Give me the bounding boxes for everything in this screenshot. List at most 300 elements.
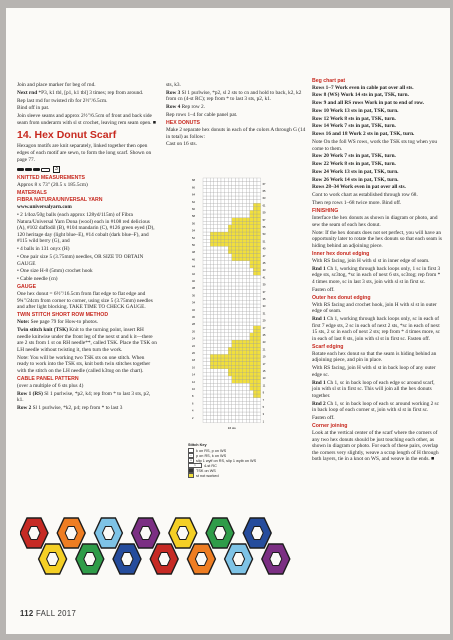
chart-cell bbox=[225, 408, 229, 412]
chart-cell bbox=[217, 272, 221, 276]
chart-cell bbox=[243, 318, 247, 322]
chart-cell bbox=[228, 196, 232, 200]
chart-cell bbox=[221, 347, 225, 351]
chart-cell bbox=[232, 311, 236, 315]
chart-cell-not-worked bbox=[228, 365, 232, 369]
chart-cell bbox=[253, 416, 257, 420]
chart-cell bbox=[207, 272, 211, 276]
chart-cell bbox=[217, 185, 221, 189]
chart-cell bbox=[221, 419, 225, 423]
chart-cell bbox=[210, 261, 214, 265]
row-number-right: 23 bbox=[262, 341, 266, 345]
chart-cell bbox=[203, 376, 207, 380]
chart-cell bbox=[246, 387, 250, 391]
chart-cell-not-worked bbox=[250, 228, 254, 232]
chart-cell bbox=[217, 333, 221, 337]
inner-rnd-text: Ch 1, working through back loops only, 1 sc in first 3 edge sts, sc3tog, *sc in each of next 6 sts, sc3tog; rep from * 4 times more, sc in last 3 sts, join with sl st in first sc. bbox=[312, 265, 441, 285]
chart-cell bbox=[225, 412, 229, 416]
chart-cell bbox=[210, 408, 214, 412]
chart-cell-not-worked bbox=[232, 380, 236, 384]
chart-cell bbox=[217, 275, 221, 279]
chart-cell-not-worked bbox=[235, 250, 239, 254]
chart-cell bbox=[243, 390, 247, 394]
chart-cell bbox=[207, 315, 211, 319]
chart-row-14: Row 14 Work 7 sts in pat, TSK, turn. bbox=[312, 123, 396, 130]
chart-cell bbox=[253, 419, 257, 423]
chart-cell-not-worked bbox=[250, 225, 254, 229]
chart-cell bbox=[250, 416, 254, 420]
chart-cell bbox=[232, 326, 236, 330]
chart-cell bbox=[246, 182, 250, 186]
chart-cell-not-worked bbox=[253, 254, 257, 258]
twin-stitch-def bbox=[17, 327, 157, 353]
chart-cell bbox=[217, 246, 221, 250]
text-cable: (over a multiple of 6 sts plus 4) bbox=[17, 383, 84, 390]
chart-cell bbox=[214, 293, 218, 297]
heading-materials: MATERIALS bbox=[17, 190, 47, 197]
chart-cell bbox=[246, 315, 250, 319]
chart-cell bbox=[228, 293, 232, 297]
chart-cell bbox=[250, 286, 254, 290]
chart-cell bbox=[221, 279, 225, 283]
chart-cell bbox=[214, 311, 218, 315]
chart-cell-not-worked bbox=[243, 254, 247, 258]
chart-cell bbox=[235, 189, 239, 193]
chart-cell bbox=[250, 315, 254, 319]
chart-cell bbox=[232, 318, 236, 322]
chart-cell bbox=[246, 412, 250, 416]
text-finishing: Interface the hex donuts as shown in diagram or photo, and sew the seam of each hex donut. bbox=[312, 215, 438, 228]
chart-cell-not-worked bbox=[250, 243, 254, 247]
row-number-right: 11 bbox=[262, 384, 266, 388]
chart-cell bbox=[214, 387, 218, 391]
heading-inner-edging: Inner hex donut edging bbox=[312, 250, 370, 257]
heading-gauge: GAUGE bbox=[17, 284, 37, 291]
chart-cell bbox=[225, 336, 229, 340]
chart-cell bbox=[228, 318, 232, 322]
chart-cell-not-worked bbox=[253, 261, 257, 265]
chart-cell bbox=[257, 293, 261, 297]
chart-cell bbox=[246, 398, 250, 402]
chart-cell bbox=[235, 390, 239, 394]
chart-cell bbox=[243, 261, 247, 265]
chart-cell bbox=[239, 293, 243, 297]
chart-cell bbox=[246, 200, 250, 204]
chart-cell bbox=[232, 203, 236, 207]
chart-cell bbox=[246, 178, 250, 182]
scarf-diagram bbox=[20, 515, 302, 577]
stitch-key bbox=[188, 443, 256, 478]
chart-cell bbox=[253, 412, 257, 416]
chart-cell bbox=[217, 380, 221, 384]
chart-cell bbox=[210, 297, 214, 301]
row-number-right: 25 bbox=[262, 334, 266, 338]
chart-cell-not-worked bbox=[250, 358, 254, 362]
chart-cell bbox=[214, 300, 218, 304]
row-number-right: 57 bbox=[262, 218, 266, 222]
chart-cell bbox=[257, 401, 261, 405]
chart-cell bbox=[217, 369, 221, 373]
chart-cell bbox=[203, 257, 207, 261]
chart-cell bbox=[214, 282, 218, 286]
chart-cell bbox=[221, 286, 225, 290]
chart-cell bbox=[232, 268, 236, 272]
chart-cell bbox=[232, 394, 236, 398]
chart-cell-not-worked bbox=[257, 214, 261, 218]
chart-cell bbox=[246, 322, 250, 326]
chart-cell bbox=[235, 286, 239, 290]
chart-cell bbox=[228, 308, 232, 312]
chart-cell bbox=[207, 243, 211, 247]
chart-cell bbox=[250, 200, 254, 204]
chart-cell bbox=[214, 254, 218, 258]
heading-finishing: FINISHING bbox=[312, 208, 339, 215]
row-number-left: 22 bbox=[192, 344, 195, 348]
chart-cell bbox=[207, 246, 211, 250]
chart-cell-not-worked bbox=[214, 239, 218, 243]
chart-cont: Cont to work chart as established through row 68. bbox=[312, 192, 418, 199]
chart-cell bbox=[217, 250, 221, 254]
difficulty-bar bbox=[33, 168, 40, 171]
chart-cell bbox=[217, 387, 221, 391]
chart-cell-not-worked bbox=[246, 380, 250, 384]
chart-cell bbox=[221, 408, 225, 412]
chart-cell bbox=[246, 261, 250, 265]
chart-cell-not-worked bbox=[221, 232, 225, 236]
chart-cell bbox=[221, 383, 225, 387]
chart-cell bbox=[214, 401, 218, 405]
heading-hex-donuts: HEX DONUTS bbox=[166, 120, 201, 127]
twin-note-label: Note: bbox=[17, 319, 30, 326]
chart-cell-not-worked bbox=[253, 369, 257, 373]
chart-cell-not-worked bbox=[257, 225, 261, 229]
row-number-right: 49 bbox=[262, 247, 266, 251]
chart-cell bbox=[257, 308, 261, 312]
heading-outer-edging: Outer hex donut edging bbox=[312, 294, 371, 301]
chart-cell-not-worked bbox=[257, 340, 261, 344]
chart-row-24: Row 24 Work 13 sts in pat, TSK, turn. bbox=[312, 168, 399, 175]
chart-cell bbox=[228, 401, 232, 405]
chart-cell bbox=[235, 333, 239, 337]
chart-cell bbox=[221, 308, 225, 312]
chart-cell bbox=[210, 336, 214, 340]
chart-cell bbox=[225, 372, 229, 376]
chart-cell bbox=[221, 387, 225, 391]
chart-cell bbox=[239, 308, 243, 312]
chart-cell bbox=[214, 318, 218, 322]
chart-cell bbox=[253, 200, 257, 204]
chart-cell-not-worked bbox=[257, 329, 261, 333]
chart-cell bbox=[225, 261, 229, 265]
chart-cell bbox=[210, 419, 214, 423]
chart-cell bbox=[207, 254, 211, 258]
page-footer bbox=[20, 609, 76, 618]
chart-cell-not-worked bbox=[225, 365, 229, 369]
chart-cell-not-worked bbox=[235, 365, 239, 369]
chart-cell bbox=[239, 383, 243, 387]
chart-cell-not-worked bbox=[246, 365, 250, 369]
chart-cell bbox=[246, 210, 250, 214]
chart-cell-not-worked bbox=[232, 239, 236, 243]
chart-cell bbox=[210, 182, 214, 186]
chart-cell-not-worked bbox=[253, 243, 257, 247]
chart-cell bbox=[239, 196, 243, 200]
chart-cell bbox=[239, 282, 243, 286]
chart-cell-not-worked bbox=[232, 351, 236, 355]
row-number-left: 58 bbox=[192, 215, 195, 219]
chart-cell bbox=[250, 297, 254, 301]
chart-cell bbox=[207, 221, 211, 225]
chart-cell-not-worked bbox=[243, 347, 247, 351]
chart-cell-not-worked bbox=[235, 225, 239, 229]
chart-cell bbox=[217, 210, 221, 214]
chart-cell bbox=[207, 380, 211, 384]
chart-cell bbox=[225, 344, 229, 348]
chart-cell bbox=[232, 308, 236, 312]
chart-cell-not-worked bbox=[250, 236, 254, 240]
not-worked-symbol-icon bbox=[188, 473, 194, 478]
chart-cell-not-worked bbox=[239, 236, 243, 240]
chart-cell-not-worked bbox=[257, 358, 261, 362]
chart-cell-not-worked bbox=[250, 214, 254, 218]
chart-cell bbox=[235, 408, 239, 412]
chart-cell-not-worked bbox=[214, 232, 218, 236]
cable-row-2 bbox=[17, 405, 157, 412]
chart-cell bbox=[207, 390, 211, 394]
chart-cell bbox=[253, 315, 257, 319]
chart-cell bbox=[207, 376, 211, 380]
chart-cell bbox=[243, 387, 247, 391]
chart-cell-not-worked bbox=[235, 351, 239, 355]
chart-cell bbox=[221, 297, 225, 301]
chart-cell bbox=[250, 318, 254, 322]
chart-cell bbox=[246, 408, 250, 412]
chart-cell bbox=[228, 275, 232, 279]
chart-cell bbox=[257, 279, 261, 283]
chart-cell bbox=[217, 326, 221, 330]
row-number-left: 68 bbox=[192, 179, 195, 183]
chart-cell-not-worked bbox=[239, 358, 243, 362]
chart-cell bbox=[243, 264, 247, 268]
chart-cell-not-worked bbox=[239, 218, 243, 222]
chart-cell bbox=[203, 268, 207, 272]
chart-cell bbox=[243, 322, 247, 326]
difficulty-level: 3 bbox=[55, 166, 58, 173]
chart-cell-not-worked bbox=[243, 358, 247, 362]
chart-cell bbox=[257, 286, 261, 290]
row-number-left: 62 bbox=[192, 200, 195, 204]
hex-donut-hole bbox=[47, 553, 59, 566]
chart-cell bbox=[225, 419, 229, 423]
chart-cell-not-worked bbox=[253, 221, 257, 225]
chart-cell-not-worked bbox=[225, 239, 229, 243]
row-number-right: 67 bbox=[262, 182, 266, 186]
chart-cell bbox=[235, 401, 239, 405]
chart-cell bbox=[225, 185, 229, 189]
hex-donut-hole bbox=[270, 553, 282, 566]
chart-cell bbox=[228, 185, 232, 189]
chart-cell-not-worked bbox=[232, 236, 236, 240]
row-number-right: 29 bbox=[262, 319, 266, 323]
chart-cell bbox=[235, 178, 239, 182]
chart-cell bbox=[203, 218, 207, 222]
chart-cell bbox=[203, 308, 207, 312]
chart-cell bbox=[235, 304, 239, 308]
chart-cell-not-worked bbox=[239, 340, 243, 344]
chart-cell bbox=[214, 380, 218, 384]
stitch-key-title: Stitch Key bbox=[188, 443, 207, 447]
chart-cell bbox=[217, 228, 221, 232]
row-number-left: 24 bbox=[192, 337, 195, 341]
chart-cell-not-worked bbox=[253, 344, 257, 348]
inner-rnd-label: Rnd 1 bbox=[312, 265, 326, 272]
chart-cell bbox=[217, 300, 221, 304]
outer-rnd-label: Rnd 1 bbox=[312, 316, 326, 322]
chart-cell-not-worked bbox=[257, 394, 261, 398]
difficulty-bar-empty bbox=[41, 168, 50, 172]
column-left bbox=[17, 82, 157, 413]
chart-cell bbox=[253, 322, 257, 326]
chart-cell-not-worked bbox=[228, 250, 232, 254]
chart-cell bbox=[203, 333, 207, 337]
chart-cell bbox=[232, 416, 236, 420]
chart-cell bbox=[225, 308, 229, 312]
chart-cell bbox=[217, 225, 221, 229]
chart-cell-not-worked bbox=[246, 347, 250, 351]
chart-cell-not-worked bbox=[257, 254, 261, 258]
chart-cell-not-worked bbox=[217, 236, 221, 240]
chart-cell bbox=[210, 308, 214, 312]
chart-cell bbox=[207, 257, 211, 261]
chart-cell bbox=[228, 286, 232, 290]
chart-cell-not-worked bbox=[250, 387, 254, 391]
chart-cell bbox=[246, 416, 250, 420]
chart-cell bbox=[246, 383, 250, 387]
chart-cell-not-worked bbox=[246, 246, 250, 250]
chart-cell bbox=[250, 272, 254, 276]
chart-cell-not-worked bbox=[228, 372, 232, 376]
chart-cell-not-worked bbox=[232, 243, 236, 247]
chart-cell-not-worked bbox=[257, 272, 261, 276]
chart-cell bbox=[225, 218, 229, 222]
chart-cell bbox=[203, 322, 207, 326]
chart-cell-not-worked bbox=[253, 365, 257, 369]
chart-cell bbox=[210, 192, 214, 196]
chart-cell bbox=[235, 383, 239, 387]
chart-rows-16-18: Rows 16 and 18 Work 2 sts in pat, TSK, turn. bbox=[312, 131, 415, 138]
chart-cell-not-worked bbox=[232, 354, 236, 358]
chart-cell bbox=[246, 192, 250, 196]
chart-cell bbox=[217, 398, 221, 402]
chart-cell bbox=[214, 286, 218, 290]
chart-cell bbox=[243, 394, 247, 398]
chart-cell bbox=[239, 394, 243, 398]
chart-cell bbox=[203, 365, 207, 369]
chart-cell bbox=[243, 189, 247, 193]
chart-cell bbox=[239, 207, 243, 211]
hex-donut-hole bbox=[177, 527, 189, 540]
inner-fasten-off: Fasten off. bbox=[312, 286, 335, 293]
chart-cell bbox=[225, 380, 229, 384]
chart-cell bbox=[207, 354, 211, 358]
page-number: 112 bbox=[20, 609, 34, 618]
row-1-text: Sl 1 purlwise, *p2, k4; rep from * to last 3 sts, p2, k1. bbox=[17, 390, 151, 404]
chart-cell bbox=[253, 290, 257, 294]
chart-cell bbox=[214, 344, 218, 348]
chart-cell-not-worked bbox=[253, 387, 257, 391]
chart-cell-not-worked bbox=[228, 362, 232, 366]
hex-donut-hole bbox=[251, 527, 263, 540]
chart-cell bbox=[207, 329, 211, 333]
chart-cell bbox=[253, 178, 257, 182]
magazine-page bbox=[6, 8, 450, 634]
chart-cell bbox=[243, 405, 247, 409]
chart-cell-not-worked bbox=[250, 264, 254, 268]
chart-cell bbox=[203, 383, 207, 387]
chart-cell bbox=[228, 257, 232, 261]
chart-cell bbox=[207, 264, 211, 268]
chart-cell bbox=[228, 412, 232, 416]
chart-cell bbox=[250, 275, 254, 279]
heading-corner-joining: Corner joining bbox=[312, 423, 348, 430]
chart-cell bbox=[235, 264, 239, 268]
chart-cell bbox=[228, 419, 232, 423]
chart-cell bbox=[214, 390, 218, 394]
chart-cell bbox=[250, 182, 254, 186]
chart-cell-not-worked bbox=[246, 362, 250, 366]
chart-cell-not-worked bbox=[253, 272, 257, 276]
chart-cell bbox=[239, 279, 243, 283]
chart-cell-not-worked bbox=[235, 257, 239, 261]
chart-cell bbox=[225, 225, 229, 229]
chart-cell bbox=[235, 300, 239, 304]
chart-cell bbox=[243, 290, 247, 294]
chart-cell bbox=[210, 254, 214, 258]
chart-cell bbox=[203, 351, 207, 355]
chart-cell bbox=[257, 189, 261, 193]
chart-row-12: Row 12 Work 8 sts in pat, TSK, turn. bbox=[312, 115, 396, 122]
chart-cell bbox=[225, 182, 229, 186]
chart-cell bbox=[232, 214, 236, 218]
row-number-right: 51 bbox=[262, 240, 266, 244]
chart-cell bbox=[225, 264, 229, 268]
chart-cell bbox=[239, 326, 243, 330]
chart-cell-not-worked bbox=[239, 221, 243, 225]
chart-cell bbox=[253, 275, 257, 279]
chart-cell bbox=[221, 333, 225, 337]
chart-cell bbox=[210, 304, 214, 308]
legend-label: k on RS, p on WS bbox=[196, 448, 227, 453]
chart-cell bbox=[217, 182, 221, 186]
row-number-right: 59 bbox=[262, 211, 266, 215]
chart-cell bbox=[217, 218, 221, 222]
chart-cell bbox=[217, 419, 221, 423]
chart-cell bbox=[239, 318, 243, 322]
row-number-right: 15 bbox=[262, 370, 266, 374]
chart-cell bbox=[221, 394, 225, 398]
chart-cell bbox=[246, 286, 250, 290]
chart-cell-not-worked bbox=[225, 358, 229, 362]
chart-cell bbox=[257, 315, 261, 319]
chart-cell bbox=[232, 207, 236, 211]
chart-cell-not-worked bbox=[246, 358, 250, 362]
chart-cell bbox=[225, 401, 229, 405]
chart-cell bbox=[243, 192, 247, 196]
chart-cell bbox=[243, 286, 247, 290]
chart-cell bbox=[214, 264, 218, 268]
chart-cell bbox=[207, 236, 211, 240]
chart-cell bbox=[217, 286, 221, 290]
